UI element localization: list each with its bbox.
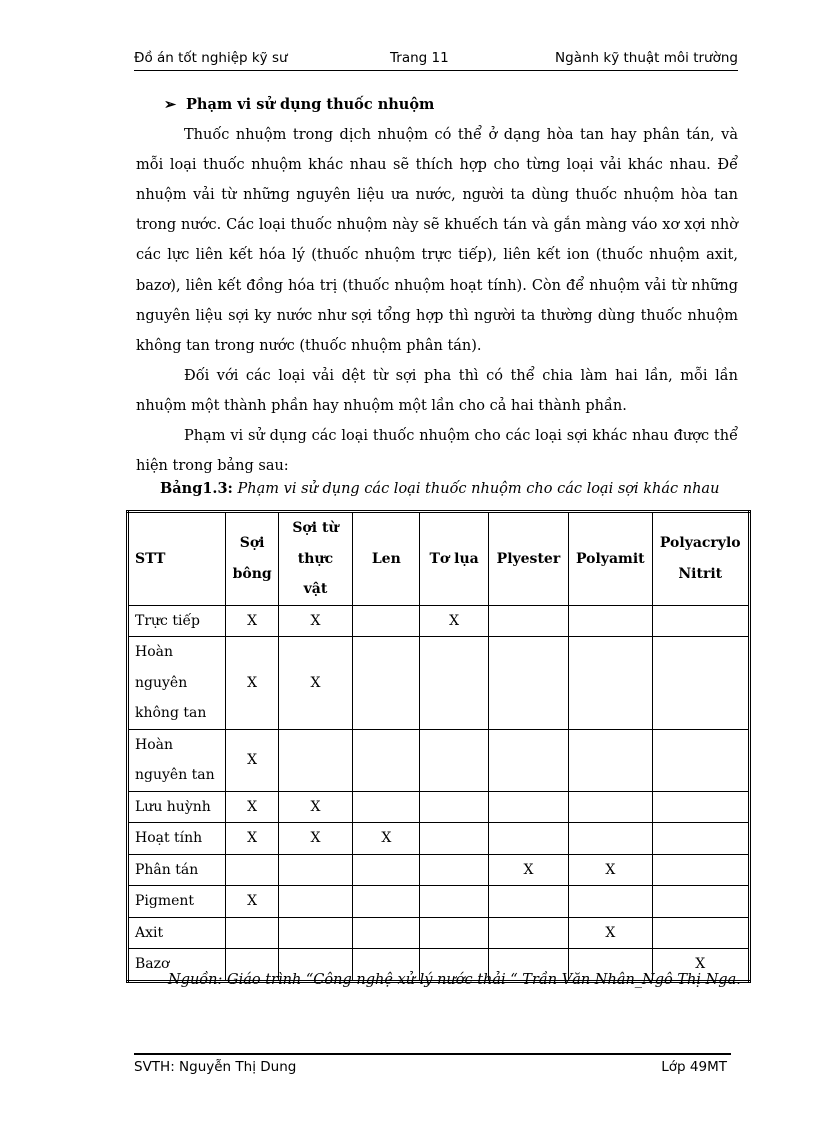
header-to-lua: Tơ lụa: [420, 512, 488, 606]
header-soi-tu-thuc-vat: Sợi từ thực vật: [278, 512, 352, 606]
table-row: [128, 729, 750, 791]
table-cell: [488, 823, 568, 855]
table-cell: [226, 917, 278, 949]
table-row: [128, 791, 750, 823]
table-cell: [488, 729, 568, 791]
row-name: Hoàn nguyên tan: [128, 729, 226, 791]
table-cell: [353, 729, 420, 791]
header-soi-bong: Sợi bông: [226, 512, 278, 606]
table-row: [128, 854, 750, 886]
table-cell: [420, 886, 488, 918]
table-cell: [488, 605, 568, 637]
header-polyacrylo-nitrit: Polyacrylo Nitrit: [652, 512, 750, 606]
row-name: Hoàn nguyên không tan: [128, 637, 226, 730]
table-cell: [353, 917, 420, 949]
table-cell: X: [226, 605, 278, 637]
header-left: Đồ án tốt nghiệp kỹ sư: [134, 50, 288, 66]
row-name: Pigment: [128, 886, 226, 918]
table-cell: [226, 854, 278, 886]
dye-usage-table: [126, 510, 751, 983]
table-cell: [569, 886, 652, 918]
main-content: [136, 90, 738, 481]
table-row: [128, 823, 750, 855]
table-cell: X: [226, 637, 278, 730]
table-source-note: Nguồn: Giáo trình “Công nghệ xử lý nước thải “ Trần Văn Nhân_Ngô Thị Nga.: [168, 972, 741, 988]
header-polyamit: Polyamit: [569, 512, 652, 606]
table-cell: [278, 917, 352, 949]
header-stt: STT: [128, 512, 226, 606]
table-cell: X: [420, 605, 488, 637]
table-cell: [278, 886, 352, 918]
table-cell: X: [353, 823, 420, 855]
table-cell: [569, 605, 652, 637]
table-cell: [652, 791, 750, 823]
header-plyester: Plyester: [488, 512, 568, 606]
table-cell: [569, 637, 652, 730]
table-cell: [652, 886, 750, 918]
table-cell: X: [226, 823, 278, 855]
row-name: Hoạt tính: [128, 823, 226, 855]
table-cell: [488, 791, 568, 823]
table-caption: [160, 480, 760, 497]
paragraph-3: Phạm vi sử dụng các loại thuốc nhuộm cho các loại sợi khác nhau được thể hiện trong bảng sau:: [136, 428, 738, 475]
row-name: Bazơ: [128, 949, 226, 982]
table-cell: [652, 917, 750, 949]
header-page-number: Trang 11: [390, 50, 449, 66]
table-header-row: [128, 512, 750, 606]
header-right: Ngành kỹ thuật môi trường: [555, 50, 738, 66]
footer-class: Lớp 49MT: [661, 1059, 727, 1075]
table-cell: X: [569, 917, 652, 949]
header-len: Len: [353, 512, 420, 606]
table-cell: [569, 729, 652, 791]
table-cell: X: [652, 949, 750, 982]
table-cell: [488, 886, 568, 918]
table-cell: [652, 637, 750, 730]
row-name: Lưu huỳnh: [128, 791, 226, 823]
table-cell: X: [226, 886, 278, 918]
table-cell: [420, 917, 488, 949]
paragraph-1: Thuốc nhuộm trong dịch nhuộm có thể ở dạng hòa tan hay phân tán, và mỗi loại thuốc nhuộm khác nhau sẽ thích hợp cho từng loại vải khác nhau. Để nhuộm vải từ những nguyên liệu ưa nước, người ta dùng thuốc nhuộm hòa tan trong nước. Các loại thuốc nhuộm này sẽ khuếch tán và gắn màng váo xơ xợi nhờ các lực liên kết hóa lý (thuốc nhuộm trực tiếp), liên kết ion (thuốc nhuộm axit, bazơ), liên kết đồng hóa trị (thuốc nhuộm hoạt tính). Còn để nhuộm vải từ những nguyên liệu sợi ky nước như sợi tổng hợp thì người ta thường dùng thuốc nhuộm không tan trong nước (thuốc nhuộm phân tán).: [136, 127, 738, 354]
table-row: [128, 605, 750, 637]
table-row: [128, 917, 750, 949]
table-cell: X: [488, 854, 568, 886]
table-cell: X: [278, 791, 352, 823]
table-cell: [353, 605, 420, 637]
table-cell: [353, 637, 420, 730]
table-cell: X: [278, 637, 352, 730]
table-cell: X: [278, 823, 352, 855]
table-cell: [569, 791, 652, 823]
table-cell: [420, 854, 488, 886]
table-cell: X: [226, 729, 278, 791]
page-footer: [134, 1053, 731, 1079]
table-cell: [652, 854, 750, 886]
paragraph-2: Đối với các loại vải dệt từ sợi pha thì có thể chia làm hai lần, mỗi lần nhuộm một thành phần hay nhuộm một lần cho cả hai thành phần.: [136, 367, 738, 414]
table-cell: [488, 917, 568, 949]
table-caption-label: Bảng1.3:: [160, 480, 233, 497]
row-name: Phân tán: [128, 854, 226, 886]
page-header: [134, 48, 738, 71]
table-cell: [353, 886, 420, 918]
table-cell: [420, 729, 488, 791]
table-cell: X: [226, 791, 278, 823]
table-cell: X: [278, 605, 352, 637]
table-cell: [278, 854, 352, 886]
arrow-bullet-icon: ➢: [164, 96, 177, 113]
table-cell: [420, 791, 488, 823]
table-row: [128, 886, 750, 918]
table-cell: [353, 791, 420, 823]
table-cell: [420, 637, 488, 730]
table-cell: [652, 823, 750, 855]
table-cell: [420, 823, 488, 855]
table-cell: [652, 605, 750, 637]
table-cell: X: [569, 854, 652, 886]
row-name: Axit: [128, 917, 226, 949]
table-cell: [488, 637, 568, 730]
section-heading: [164, 90, 738, 120]
row-name: Trực tiếp: [128, 605, 226, 637]
footer-student: SVTH: Nguyễn Thị Dung: [134, 1059, 297, 1075]
table-cell: [652, 729, 750, 791]
table-cell: [569, 823, 652, 855]
section-title: Phạm vi sử dụng thuốc nhuộm: [186, 96, 435, 113]
table-caption-text: Phạm vi sử dụng các loại thuốc nhuộm cho các loại sợi khác nhau: [232, 481, 720, 497]
table-cell: [278, 729, 352, 791]
table-row: [128, 637, 750, 730]
table-cell: [353, 854, 420, 886]
